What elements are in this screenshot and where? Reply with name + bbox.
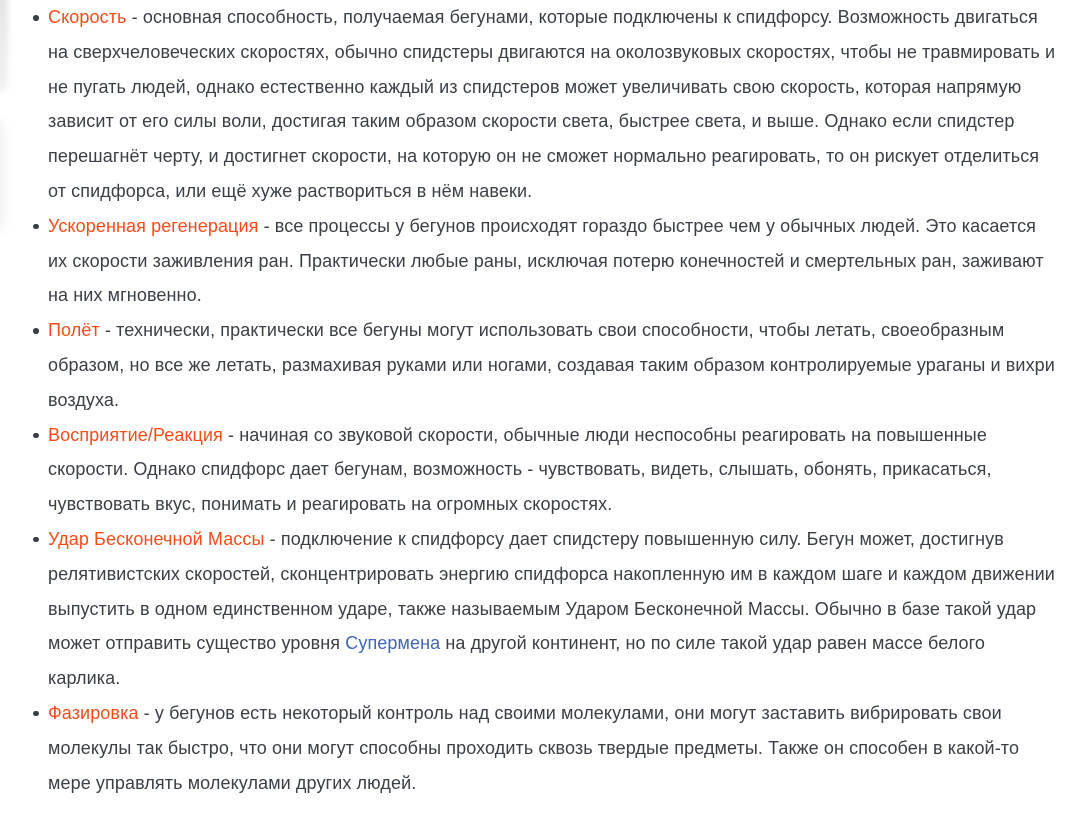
list-item <box>48 418 1058 522</box>
left-edge-artifact <box>0 0 8 92</box>
list-item <box>48 696 1058 800</box>
ability-description: - технически, практически все бегуны могут использовать свои способности, чтобы летать, своеобразным образом, но все же летать, размахивая руками или ногами, создавая таким образом контролируемые ураганы и вихри воздуха. <box>48 320 1055 410</box>
ability-term-link[interactable]: Восприятие/Реакция <box>48 424 223 445</box>
ability-description: - все процессы у бегунов происходят гораздо быстрее чем у обычных людей. Это касается их скорости заживления ран. Практически любые раны, исключая потерю конечностей и смертельных ран, заживают на них мгновенно. <box>48 215 1044 306</box>
ability-term-link[interactable]: Фазировка <box>48 702 139 723</box>
list-item <box>48 209 1058 313</box>
ability-term-link[interactable]: Полёт <box>48 320 100 341</box>
ability-description: - у бегунов есть некоторый контроль над своими молекулами, они могут заставить вибрировать свои молекулы так быстро, что они могут способны проходить сквозь твердые предметы. Также он способен в какой-то мере управлять молекулами других людей. <box>48 702 1020 793</box>
left-edge-artifact <box>0 122 4 230</box>
ability-description: - основная способность, получаемая бегунами, которые подключены к спидфорсу. Возможность двигаться на сверхчеловеческих скоростях, обычно спидстеры двигаются на околозвуковых скоростях, чтобы не травмировать и не пугать людей, однако естественно каждый из спидстеров может увеличивать свою скорость, которая напрямую зависит от его силы воли, достигая таким образом скорости света, быстрее света, и выше. Однако если спидстер перешагнёт черту, и достигнет скорости, на которую он не сможет нормально реагировать, то он рискует отделиться от спидфорса, или ещё хуже раствориться в нём навеки. <box>48 7 1056 201</box>
ability-term-link[interactable]: Удар Бесконечной Массы <box>48 528 265 549</box>
ability-description: - начиная со звуковой скорости, обычные люди неспособны реагировать на повышенные скорости. Однако спидфорс дает бегунам, возможность - чувствовать, видеть, слышать, обонять, прикасаться, чувствовать вкус, понимать и реагировать на огромных скоростях. <box>48 424 992 515</box>
ability-description: - подключение к спидфорсу дает спидстеру повышенную силу. Бегун может, достигнув релятивистских скоростей, сконцентрировать энергию спидфорса накопленную им в каждом шаге и каждом движении выпустить в одном единственном ударе, также называемым Ударом Бесконечной Массы. Обычно в базе такой удар может отправить существо уровня Супермена на другой континент, но по силе такой удар равен массе белого карлика. <box>48 528 1055 689</box>
list-item <box>48 313 1058 417</box>
ability-term-link[interactable]: Скорость <box>48 7 127 27</box>
list-item <box>48 522 1058 696</box>
ability-term-link[interactable]: Ускоренная регенерация <box>48 215 259 236</box>
list-item <box>48 0 1058 209</box>
wiki-link[interactable]: Супермена <box>345 633 441 654</box>
